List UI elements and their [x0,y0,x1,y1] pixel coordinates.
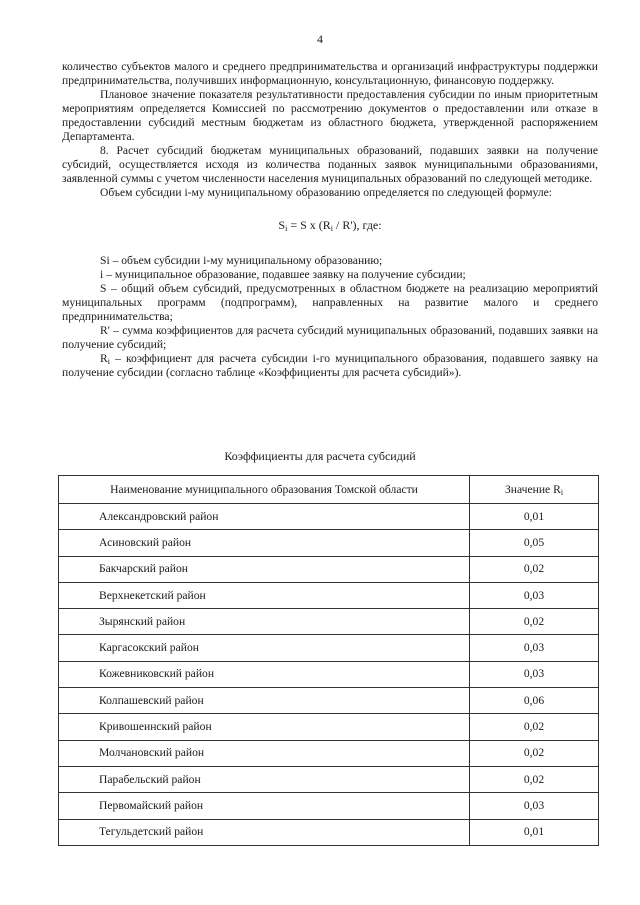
row-value: 0,02 [470,766,599,792]
table-row [59,793,599,819]
definition-ri-text: – коэффициент для расчета субсидии i-го муниципального образования, подавшего заявку на получение субсидии (согласно таблице «Коэффициенты для расчета субсидий»). [62,352,598,379]
paragraph-planned-value: Плановое значение показателя результативности предоставления субсидии по иным приоритетным мероприятиям определяется Комиссией по рассмотрению документов о предоставлении или отказе в предоставлении субсидий местным бюджетам из областного бюджета, утвержденной распоряжением Департамента. [62,88,598,143]
definition-s: S – общий объем субсидий, предусмотренных в областном бюджете на реализацию мероприятий муниципальных программ (подпрограмм), направленных на развитие малого и среднего предпринимательства; [62,282,598,323]
coefficients-table [58,475,599,846]
row-value: 0,02 [470,714,599,740]
row-value: 0,02 [470,609,599,635]
page-number: 4 [317,32,323,46]
header-value [470,476,599,504]
row-name: Парабельский район [59,766,470,792]
table-row [59,688,599,714]
table-title: Коэффициенты для расчета субсидий [224,449,416,463]
row-name: Александровский район [59,504,470,530]
table-row [59,819,599,845]
formula-middle: = S x (R [287,218,331,232]
definition-si: Si – объем субсидии i-му муниципальному образованию; [100,254,383,267]
formula-r-subscript: i [330,224,333,233]
row-value: 0,03 [470,635,599,661]
table-row [59,530,599,556]
row-name: Верхнекетский район [59,582,470,608]
table-row [59,504,599,530]
table-row [59,609,599,635]
formula-s: S [278,218,286,232]
row-name: Тегульдетский район [59,819,470,845]
table-row [59,582,599,608]
row-value: 0,02 [470,740,599,766]
row-value: 0,01 [470,819,599,845]
row-name: Кривошеинский район [59,714,470,740]
row-name: Колпашевский район [59,688,470,714]
row-name: Кожевниковский район [59,661,470,687]
row-value: 0,06 [470,688,599,714]
paragraph-subjects-count: количество субъектов малого и среднего предпринимательства и организаций инфраструктуры поддержки предпринимательства, получивших информационную, консультационную, финансовую поддержку. [62,60,598,87]
table-header-row [59,476,599,504]
definition-i: i – муниципальное образование, подавшее заявку на получение субсидии; [100,268,466,281]
row-value: 0,05 [470,530,599,556]
header-value-label: Значение R [504,482,561,496]
table-row [59,661,599,687]
table-row [59,740,599,766]
row-value: 0,03 [470,582,599,608]
paragraph-subsidy-calculation: 8. Расчет субсидий бюджетам муниципальных образований, подавших заявки на получение субсидий, осуществляется исходя из количества поданных заявок муниципальными образованиями, заявленной суммы с учетом численности населения муниципальных образований по следующей методике. [62,144,598,185]
subsidy-formula [62,218,598,232]
definition-r-prime: R' – сумма коэффициентов для расчета субсидий муниципальных образований, подавших заявки на получение субсидий; [62,324,598,351]
header-value-subscript: i [560,487,564,497]
row-name: Первомайский район [59,793,470,819]
body-text [62,60,598,380]
row-value: 0,01 [470,504,599,530]
row-name: Зырянский район [59,609,470,635]
formula-s-subscript: i [285,224,288,233]
row-name: Бакчарский район [59,556,470,582]
row-value: 0,03 [470,661,599,687]
row-name: Каргасокский район [59,635,470,661]
table-row [59,766,599,792]
formula-end: / R'), где: [333,218,382,232]
definition-ri-symbol: R [100,352,108,365]
row-name: Молчановский район [59,740,470,766]
row-value: 0,03 [470,793,599,819]
table-row [59,635,599,661]
table-row [59,556,599,582]
paragraph-formula-intro: Объем субсидии i-му муниципальному образованию определяется по следующей формуле: [100,186,552,199]
row-value: 0,02 [470,556,599,582]
table-row [59,714,599,740]
definition-ri-subscript: i [107,357,110,366]
header-name: Наименование муниципального образования Томской области [59,476,470,504]
definition-ri [62,352,598,380]
row-name: Асиновский район [59,530,470,556]
